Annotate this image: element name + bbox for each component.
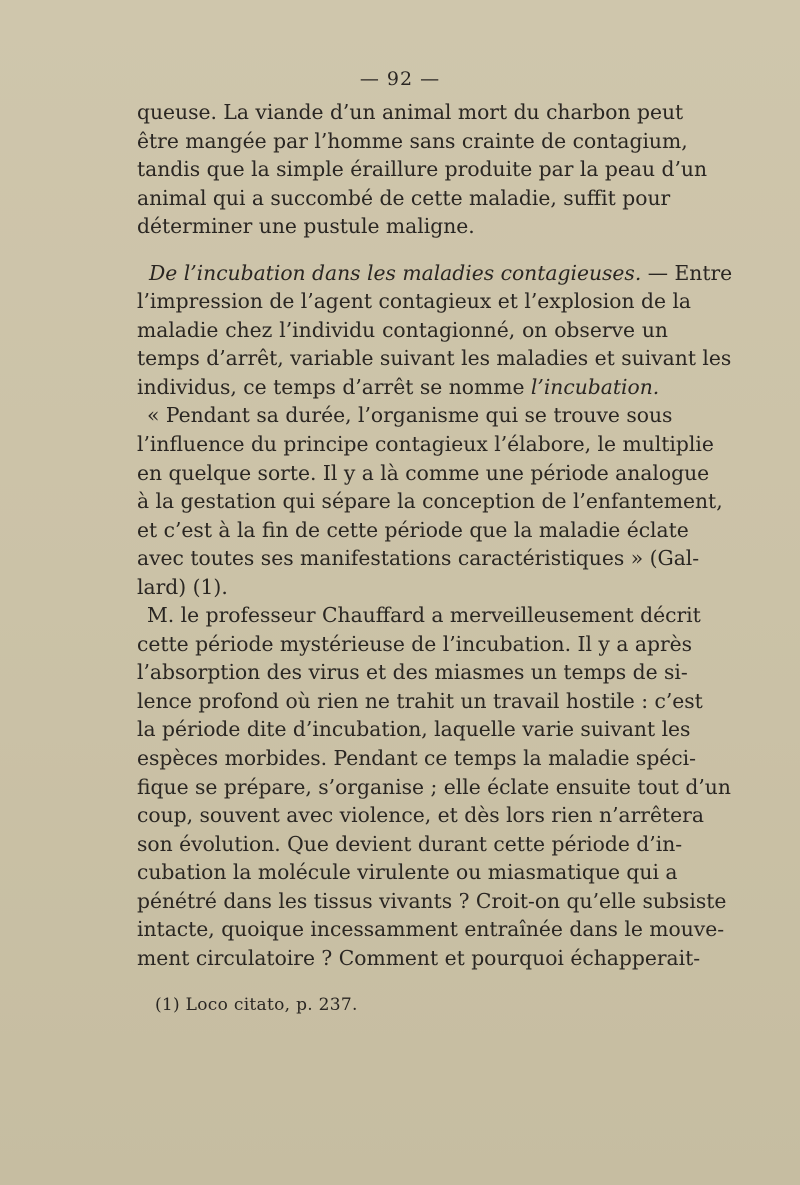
text-line: avec toutes ses manifestations caractéristiques » (Gal- <box>137 546 700 571</box>
text-line: animal qui a succombé de cette maladie, suffit pour <box>137 185 671 210</box>
paragraph-2 <box>137 259 733 402</box>
text-line: à la gestation qui sépare la conception de l’enfantement, <box>137 489 723 514</box>
text-line: son évolution. Que devient durant cette période d’in- <box>137 831 683 856</box>
text-line: coup, souvent avec violence, et dès lors rien n’arrêtera <box>137 803 704 828</box>
text-line: déterminer une pustule maligne. <box>137 214 475 239</box>
text-line: espèces morbides. Pendant ce temps la maladie spéci- <box>137 746 697 771</box>
text-line: ment circulatoire ? Comment et pourquoi échapperait- <box>137 945 701 970</box>
text-line: cette période mystérieuse de l’incubation. Il y a après <box>137 631 693 656</box>
text-line: être mangée par l’homme sans crainte de contagium, <box>137 128 688 153</box>
text-line: intacte, quoique incessamment entraînée dans le mouve- <box>137 917 725 942</box>
text-line: en quelque sorte. Il y a là comme une période analogue <box>137 460 710 485</box>
paragraph-4 <box>137 601 731 972</box>
text-line: lard) (1). <box>137 574 228 599</box>
text-line-prefix: individus, ce temps d’arrêt se nomme <box>137 374 531 399</box>
text-line <box>137 373 668 402</box>
text-line: maladie chez l’individu contagionné, on observe un <box>137 317 668 342</box>
section-heading-tail: — Entre <box>641 260 733 285</box>
text-line: fique se prépare, s’organise ; elle éclate ensuite tout d’un <box>137 774 731 799</box>
text-line: M. le professeur Chauffard a merveilleusement décrit <box>147 603 701 628</box>
term-incubation: l’incubation. <box>530 374 660 399</box>
paragraph-1 <box>137 98 708 241</box>
paragraph-gap <box>137 241 668 259</box>
text-line: tandis que la simple éraillure produite par la peau d’un <box>137 157 708 182</box>
text-line: l’impression de l’agent contagieux et l’explosion de la <box>137 289 692 314</box>
text-line: lence profond où rien ne trahit un travail hostile : c’est <box>137 688 703 713</box>
footnote: (1) Loco citato, p. 237. <box>155 995 358 1015</box>
text-line: cubation la molécule virulente ou miasmatique qui a <box>137 860 678 885</box>
text-line: pénétré dans les tissus vivants ? Croit-on qu’elle subsiste <box>137 888 727 913</box>
body-text <box>137 98 733 972</box>
text-line: temps d’arrêt, variable suivant les maladies et suivant les <box>137 346 732 371</box>
paragraph-3 <box>137 401 723 601</box>
text-line: queuse. La viande d’un animal mort du charbon peut <box>137 100 684 124</box>
text-line: « Pendant sa durée, l’organisme qui se trouve sous <box>147 403 673 428</box>
section-heading-line <box>137 259 733 288</box>
text-line: l’influence du principe contagieux l’élabore, le multiplie <box>137 432 714 457</box>
text-line: l’absorption des virus et des miasmes un temps de si- <box>137 660 688 685</box>
section-heading: De l’incubation dans les maladies contagieuses. <box>149 260 642 285</box>
page-number: — 92 — <box>359 68 441 90</box>
text-line: la période dite d’incubation, laquelle varie suivant les <box>137 717 691 742</box>
text-line: et c’est à la fin de cette période que la maladie éclate <box>137 517 689 542</box>
